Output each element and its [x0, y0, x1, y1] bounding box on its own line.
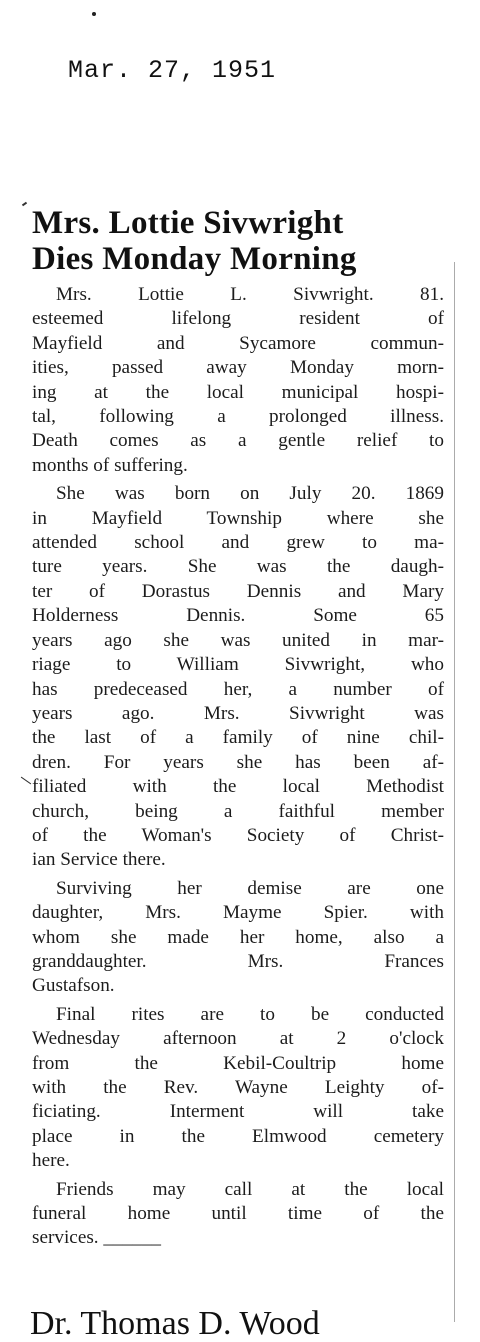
text-line: years ago she was united in mar- [32, 629, 444, 651]
text-line: daughter, Mrs. Mayme Spier. with [32, 902, 444, 924]
text-line: whom she made her home, also a [32, 926, 444, 948]
headline-line-1: Mrs. Lottie Sivwright [32, 205, 344, 241]
text-line: Final rites are to be conducted [56, 1003, 444, 1025]
text-line: in Mayfield Township where she [32, 507, 444, 529]
text-line: has predeceased her, a number of [32, 678, 444, 700]
text-line: years ago. Mrs. Sivwright was [32, 702, 444, 724]
text-line: tal, following a prolonged illness. [32, 406, 444, 428]
text-line: ing at the local municipal hospi- [32, 381, 444, 403]
text-line: here. [32, 1150, 70, 1172]
next-article-headline: Dr. Thomas D. Wood [30, 1305, 320, 1342]
text-line: Gustafson. [32, 975, 115, 997]
text-line: services. ______ [32, 1227, 161, 1249]
text-line: dren. For years she has been af- [32, 751, 444, 773]
text-line: She was born on July 20. 1869 [56, 483, 444, 505]
text-line: granddaughter. Mrs. Frances [32, 950, 444, 972]
paragraph [32, 1003, 444, 1174]
text-line: Surviving her demise are one [56, 877, 444, 899]
text-line: ficiating. Interment will take [32, 1101, 444, 1123]
text-line: from the Kebil-Coultrip home [32, 1052, 444, 1074]
text-line: months of suffering. [32, 454, 188, 476]
headline [32, 205, 444, 277]
obituary-clipping [32, 205, 444, 1255]
paragraph [32, 482, 444, 873]
paragraph [32, 1178, 444, 1251]
text-line: ities, passed away Monday morn- [32, 357, 444, 379]
column-rule [454, 262, 455, 1322]
ink-mark [21, 777, 31, 785]
text-line: funeral home until time of the [32, 1203, 444, 1225]
date-stamp: Mar. 27, 1951 [68, 56, 277, 85]
text-line: Mayfield and Sycamore commun- [32, 332, 444, 354]
text-line: Mrs. Lottie L. Sivwright. 81. [56, 284, 444, 305]
text-line: Friends may call at the local [56, 1178, 444, 1200]
text-line: esteemed lifelong resident of [32, 308, 444, 330]
text-line: filiated with the local Methodist [32, 776, 444, 798]
text-line: with the Rev. Wayne Leighty of- [32, 1077, 444, 1098]
text-line: riage to William Sivwright, who [32, 654, 444, 676]
text-line: ian Service there. [32, 849, 166, 871]
ink-speck [92, 12, 96, 16]
text-line: church, being a faithful member [32, 800, 444, 822]
headline-line-2: Dies Monday Morning [32, 241, 357, 277]
text-line: the last of a family of nine chil- [32, 727, 444, 749]
paragraph [32, 283, 444, 478]
article-body [32, 283, 444, 1251]
ink-mark [22, 202, 27, 207]
text-line: Death comes as a gentle relief to [32, 430, 444, 452]
text-line: place in the Elmwood cemetery [32, 1125, 444, 1147]
text-line: ter of Dorastus Dennis and Mary [32, 580, 444, 602]
text-line: attended school and grew to ma- [32, 532, 444, 554]
text-line: of the Woman's Society of Christ- [32, 824, 444, 846]
text-line: ture years. She was the daugh- [32, 556, 444, 578]
text-line: Holderness Dennis. Some 65 [32, 605, 444, 627]
paragraph [32, 877, 444, 999]
text-line: Wednesday afternoon at 2 o'clock [32, 1028, 444, 1050]
